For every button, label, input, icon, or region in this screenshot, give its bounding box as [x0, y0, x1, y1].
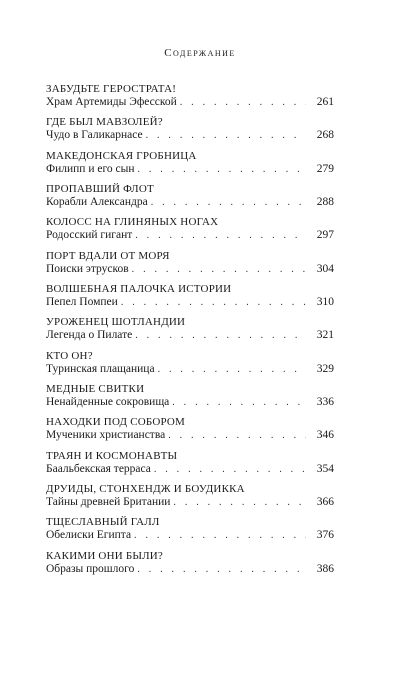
toc-entry: [46, 549, 334, 582]
toc-entry: [46, 215, 334, 248]
chapter-title: Обелиски Египта: [46, 529, 132, 542]
page-number: 321: [316, 329, 334, 342]
dot-leader: [135, 330, 306, 341]
page-number: 366: [316, 496, 334, 509]
dot-leader: [168, 430, 306, 441]
dot-leader: [180, 97, 306, 108]
section-title: КАКИМИ ОНИ БЫЛИ?: [46, 549, 164, 562]
page-number: 346: [316, 429, 334, 442]
page-number: 268: [316, 129, 334, 142]
dot-leader: [146, 130, 306, 141]
toc-entry: [46, 315, 334, 348]
section-title: ГДЕ БЫЛ МАВЗОЛЕЙ?: [46, 116, 163, 129]
toc-entry: [46, 282, 334, 315]
chapter-title: Ненайденные сокровища: [46, 396, 170, 409]
page-number: 261: [316, 96, 334, 108]
page-number: 354: [316, 462, 334, 475]
chapter-line[interactable]: [46, 229, 334, 244]
chapter-title: Туринская плащаница: [46, 362, 155, 375]
page-number: 288: [316, 196, 334, 209]
chapter-line[interactable]: [46, 529, 334, 544]
section-title: УРОЖЕНЕЦ ШОТЛАНДИИ: [46, 316, 186, 329]
chapter-line[interactable]: [46, 429, 334, 444]
section-title: КТО ОН?: [46, 349, 93, 362]
page-number: 386: [316, 562, 334, 575]
toc-entry: [46, 115, 334, 148]
page-number: 376: [316, 529, 334, 542]
section-title: ТЩЕСЛАВНЫЙ ГАЛЛ: [46, 516, 160, 529]
section-title: ТРАЯН И КОСМОНАВТЫ: [46, 449, 178, 462]
chapter-line[interactable]: [46, 563, 334, 578]
chapter-line[interactable]: [46, 296, 334, 311]
toc-entry: [46, 449, 334, 482]
toc-entry: [46, 249, 334, 282]
toc-entry: [46, 415, 334, 448]
chapter-title: Мученики христианства: [46, 429, 166, 442]
chapter-title: Поиски этрусков: [46, 262, 129, 275]
toc-heading: Содержание: [164, 47, 236, 59]
toc-entry: [46, 182, 334, 215]
dot-leader: [154, 464, 306, 475]
toc-entry: [46, 82, 334, 115]
dot-leader: [138, 164, 307, 175]
chapter-title: Корабли Александра: [46, 196, 148, 209]
toc-entry: [46, 515, 334, 548]
dot-leader: [132, 264, 306, 275]
chapter-title: Родосский гигант: [46, 229, 133, 242]
dot-leader: [151, 197, 306, 208]
toc-entry: [46, 149, 334, 182]
dot-leader: [158, 364, 306, 375]
section-title: КОЛОСС НА ГЛИНЯНЫХ НОГАХ: [46, 216, 219, 229]
chapter-line[interactable]: [46, 263, 334, 278]
chapter-title: Чудо в Галикарнасе: [46, 129, 143, 142]
chapter-title: Филипп и его сын: [46, 162, 135, 175]
chapter-line[interactable]: [46, 96, 334, 111]
chapter-line[interactable]: [46, 396, 334, 411]
page-number: 304: [316, 262, 334, 275]
page-number: 329: [316, 362, 334, 375]
chapter-line[interactable]: [46, 163, 334, 178]
chapter-title: Пепел Помпеи: [46, 296, 118, 309]
dot-leader: [121, 297, 306, 308]
toc-entry: [46, 349, 334, 382]
section-title: ДРУИДЫ, СТОНХЕНДЖ И БОУДИККА: [46, 483, 245, 496]
section-title: ВОЛШЕБНАЯ ПАЛОЧКА ИСТОРИИ: [46, 283, 232, 296]
chapter-line[interactable]: [46, 463, 334, 478]
dot-leader: [172, 397, 306, 408]
chapter-line[interactable]: [46, 329, 334, 344]
section-title: МАКЕДОНСКАЯ ГРОБНИЦА: [46, 149, 197, 162]
dot-leader: [173, 497, 306, 508]
page-number: 310: [316, 296, 334, 309]
toc-list: [46, 82, 334, 582]
chapter-line[interactable]: [46, 496, 334, 511]
toc-entry: [46, 382, 334, 415]
dot-leader: [134, 530, 306, 541]
chapter-line[interactable]: [46, 363, 334, 378]
section-title: ПОРТ ВДАЛИ ОТ МОРЯ: [46, 249, 170, 262]
page-number: 279: [316, 162, 334, 175]
toc-entry: [46, 482, 334, 515]
chapter-line[interactable]: [46, 129, 334, 144]
chapter-title: Храм Артемиды Эфесской: [46, 96, 177, 108]
chapter-line[interactable]: [46, 196, 334, 211]
chapter-title: Образы прошлого: [46, 562, 135, 575]
chapter-title: Тайны древней Британии: [46, 496, 171, 509]
section-title: ЗАБУДЬТЕ ГЕРОСТРАТА!: [46, 83, 177, 95]
section-title: ПРОПАВШИЙ ФЛОТ: [46, 183, 154, 196]
dot-leader: [135, 230, 306, 241]
dot-leader: [137, 564, 306, 575]
chapter-title: Легенда о Пилате: [46, 329, 133, 342]
section-title: НАХОДКИ ПОД СОБОРОМ: [46, 416, 186, 429]
page-number: 336: [316, 396, 334, 409]
section-title: МЕДНЫЕ СВИТКИ: [46, 383, 145, 396]
page-number: 297: [316, 229, 334, 242]
chapter-title: Баальбекская терраса: [46, 462, 151, 475]
